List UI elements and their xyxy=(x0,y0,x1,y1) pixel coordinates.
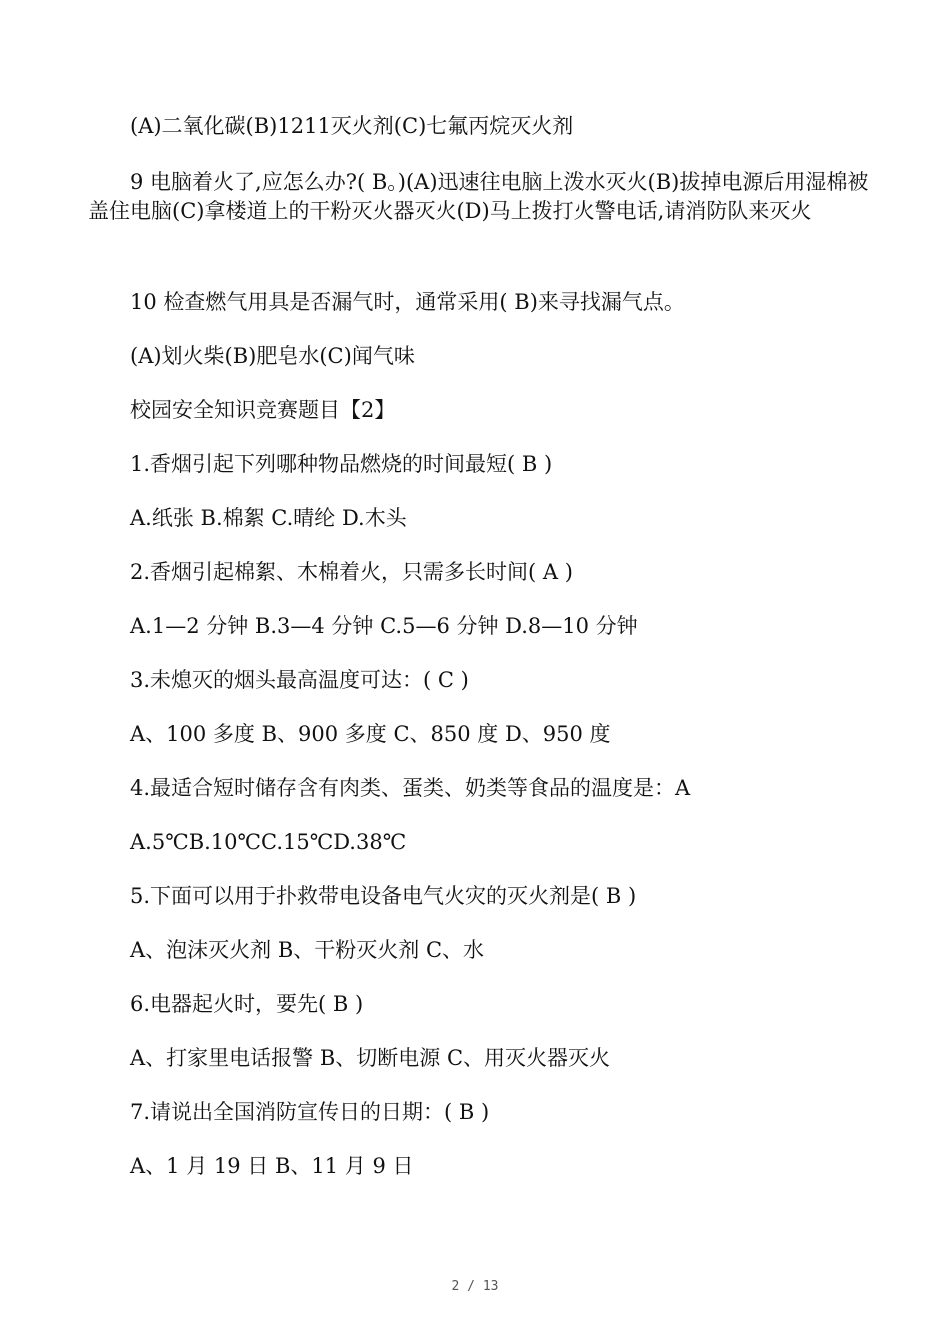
text-line: A.纸张 B.棉絮 C.晴纶 D.木头 xyxy=(130,506,407,530)
question-paragraph: 9 电脑着火了,应怎么办?( B。)(A)迅速往电脑上泼水灭火(B)拔掉电源后用湿棉被盖住电脑(C)拿楼道上的干粉灭火器灭火(D)马上拨打火警电话,请消防队来灭火 xyxy=(88,170,869,223)
text-line: A.1—2 分钟 B.3—4 分钟 C.5—6 分钟 D.8—10 分钟 xyxy=(130,614,638,638)
text-line: A、1 月 19 日 B、11 月 9 日 xyxy=(130,1154,414,1178)
text-line: (A)划火柴(B)肥皂水(C)闻气味 xyxy=(130,344,415,368)
text-line: 2.香烟引起棉絮、木棉着火，只需多长时间( A ) xyxy=(130,560,573,584)
text-line: (A)二氧化碳(B)1211灭火剂(C)七氟丙烷灭火剂 xyxy=(130,114,574,138)
text-line: 10 检查燃气用具是否漏气时，通常采用( B)来寻找漏气点。 xyxy=(130,290,685,314)
text-line: 5.下面可以用于扑救带电设备电气火灾的灭火剂是( B ) xyxy=(130,884,637,908)
text-line: 6.电器起火时，要先( B ) xyxy=(130,992,364,1016)
text-line: A.5℃B.10℃C.15℃D.38℃ xyxy=(130,830,407,854)
text-line: 7.请说出全国消防宣传日的日期：( B ) xyxy=(130,1100,490,1124)
text-line: 1.香烟引起下列哪种物品燃烧的时间最短( B ) xyxy=(130,452,553,476)
text-line: A、打家里电话报警 B、切断电源 C、用灭火器灭火 xyxy=(130,1046,611,1070)
text-line: A、100 多度 B、900 多度 C、850 度 D、950 度 xyxy=(130,722,611,746)
text-line: 4.最适合短时储存含有肉类、蛋类、奶类等食品的温度是：A xyxy=(130,776,691,800)
page-number: 2 / 13 xyxy=(451,1279,499,1294)
text-line: 3.未熄灭的烟头最高温度可达：( C ) xyxy=(130,668,469,692)
section-heading: 校园安全知识竞赛题目【2】 xyxy=(130,398,396,422)
text-line: A、泡沫灭火剂 B、干粉灭火剂 C、水 xyxy=(130,938,485,962)
